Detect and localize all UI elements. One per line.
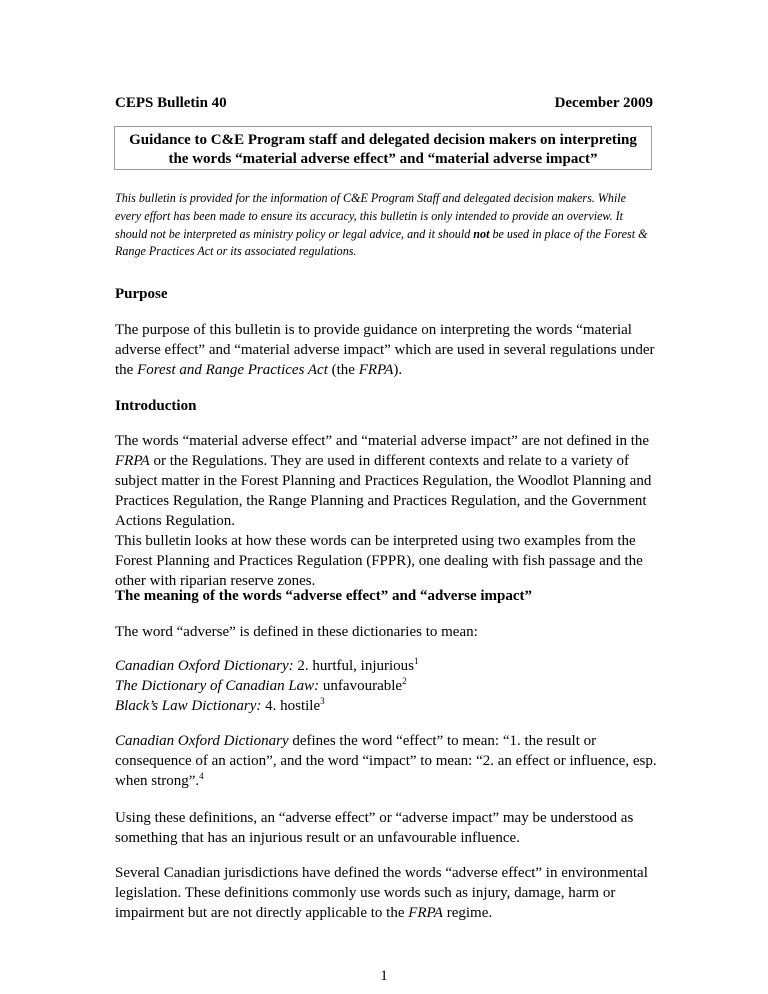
- using-definitions-paragraph: Using these definitions, an “adverse effect” or “adverse impact” may be understood as something that has an injurious result or an unfavourable influence.: [115, 810, 634, 846]
- introduction-paragraph-1: The words “material adverse effect” and “material adverse impact” are not defined in the FRPA or the Regulations. They are used in different contexts and relate to a variety of subject matter in the Forest Planning and Practices Regulation, the Woodlot Planning and Practices Regulation, the Range Planning and Practices Regulation, and the Government Actions Regulation.: [115, 433, 652, 529]
- introduction-heading: Introduction: [115, 398, 197, 414]
- introduction-paragraph-2: This bulletin looks at how these words can be interpreted using two examples from the Forest Planning and Practices Regulation (FPPR), one dealing with fish passage and the other with riparian reserve zones.: [115, 533, 643, 589]
- disclaimer-emphasis: not: [473, 226, 490, 241]
- footnote-ref: 3: [320, 696, 325, 706]
- effect-definition-paragraph: Canadian Oxford Dictionary defines the word “effect” to mean: “1. the result or consequence of an action”, and the word “impact” to mean: “2. an effect or influence, esp. when strong”.$^4$: [115, 733, 657, 789]
- footnote-ref: 2: [402, 676, 407, 686]
- definition-item: Canadian Oxford Dictionary: 2. hurtful, injurious$^1$: [115, 656, 419, 674]
- footnote-ref: 4: [199, 771, 204, 781]
- disclaimer: This bulletin is provided for the information of C&E Program Staff and delegated decision makers. While every effort has been made to ensure its accuracy, this bulletin is only intended to provide an overview. It should not be interpreted as ministry policy or legal advice, and it should not be used in place of the Forest & Range Practices Act or its associated regulations.: [115, 191, 648, 259]
- purpose-paragraph: The purpose of this bulletin is to provide guidance on interpreting the words “material adverse effect” and “material adverse impact” which are used in several regulations under the Forest and Range Practices Act (the FRPA).: [115, 322, 655, 378]
- bulletin-header: [115, 95, 653, 112]
- purpose-heading: Purpose: [115, 286, 168, 302]
- title-line-2: the words “material adverse effect” and “material adverse impact”: [168, 151, 598, 167]
- meaning-heading: The meaning of the words “adverse effect” and “adverse impact”: [115, 588, 533, 604]
- definition-list: [115, 656, 660, 716]
- bulletin-number: CEPS Bulletin 40: [115, 95, 227, 111]
- definition-item: Black’s Law Dictionary: 4. hostile$^3$: [115, 696, 325, 714]
- title-line-1: Guidance to C&E Program staff and delegated decision makers on interpreting: [129, 132, 637, 148]
- jurisdictions-paragraph: Several Canadian jurisdictions have defined the words “adverse effect” in environmental legislation. These definitions commonly use words such as injury, damage, harm or impairment but are not directly applicable to the FRPA regime.: [115, 865, 648, 921]
- page-number: 1: [380, 968, 388, 984]
- bulletin-date: December 2009: [554, 95, 653, 111]
- footnote-ref: 1: [414, 656, 419, 666]
- meaning-intro: The word “adverse” is defined in these dictionaries to mean:: [115, 624, 478, 640]
- bulletin-title-box: [114, 126, 652, 170]
- definition-item: The Dictionary of Canadian Law: unfavourable$^2$: [115, 676, 407, 694]
